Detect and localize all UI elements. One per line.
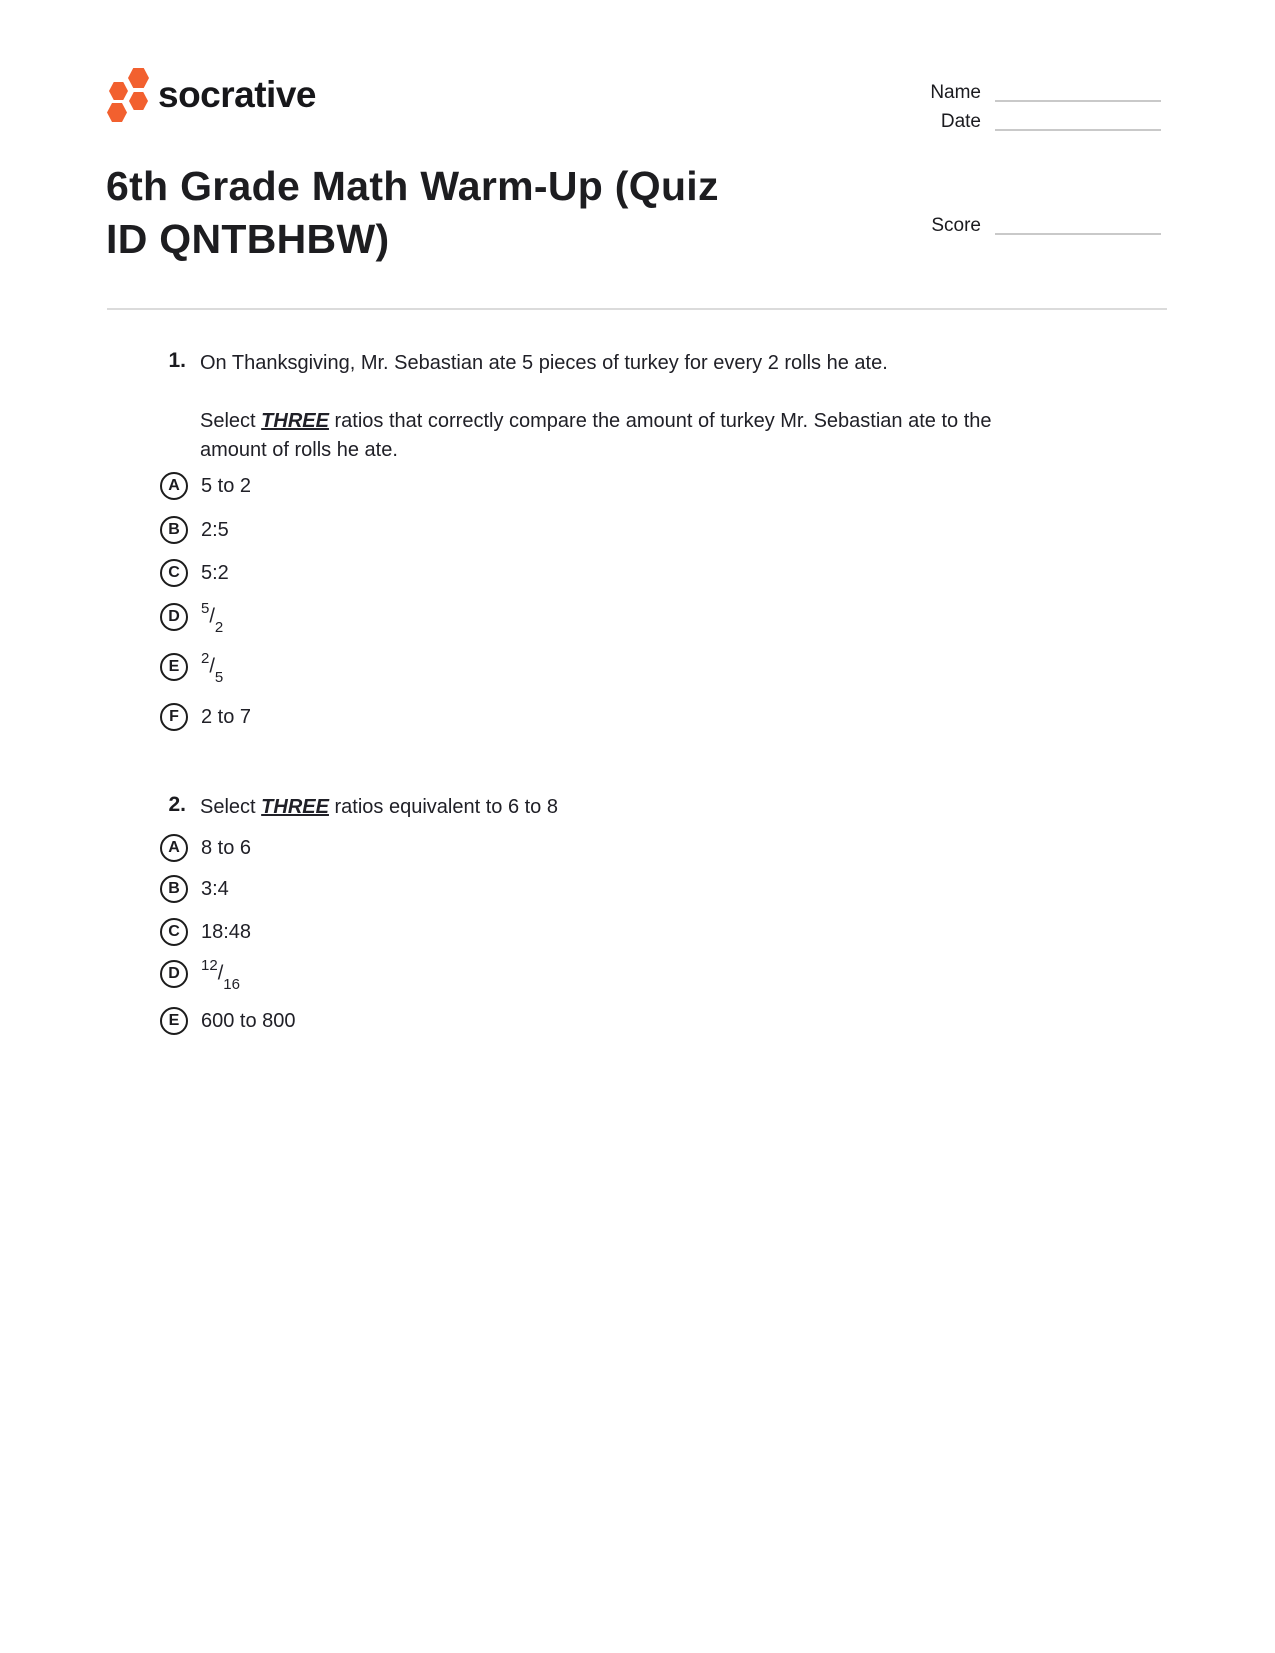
quiz-title <box>106 160 906 266</box>
fraction-numerator: 5 <box>201 600 210 617</box>
answer-bubble-d[interactable]: D <box>160 603 188 631</box>
hexagon-icon <box>129 92 148 110</box>
question-2-number: 2. <box>168 793 186 816</box>
question-2-instruction <box>200 793 1080 822</box>
question-1-prompt: On Thanksgiving, Mr. Sebastian ate 5 pieces of turkey for every 2 rolls he ate. <box>200 352 888 374</box>
score-write-line[interactable] <box>995 216 1161 235</box>
question-2-option-c[interactable] <box>160 918 251 946</box>
option-label: 600 to 800 <box>201 1009 296 1032</box>
fraction-slash: / <box>209 655 215 678</box>
answer-bubble-b[interactable]: B <box>160 875 188 903</box>
question-1-option-f[interactable] <box>160 703 251 731</box>
fraction-numerator: 12 <box>201 957 218 974</box>
option-label: 5:2 <box>201 561 229 584</box>
quiz-title-line1: 6th Grade Math Warm-Up (Quiz <box>106 163 719 209</box>
answer-bubble-a[interactable]: A <box>160 472 188 500</box>
date-field-label: Date <box>940 111 981 132</box>
answer-bubble-d[interactable]: D <box>160 960 188 988</box>
option-label: 2 to 7 <box>201 705 252 728</box>
answer-bubble-a[interactable]: A <box>160 834 188 862</box>
fraction-denominator: 2 <box>214 618 224 636</box>
answer-bubble-e[interactable]: E <box>160 1007 188 1035</box>
question-1-instruction <box>200 407 1055 465</box>
question-2-option-e[interactable] <box>160 1007 296 1035</box>
score-field-label: Score <box>931 215 981 236</box>
question-1-option-b[interactable] <box>160 516 229 544</box>
question-1-option-a[interactable] <box>160 472 251 500</box>
question-1-number: 1. <box>168 349 186 372</box>
option-label: 18:48 <box>201 920 252 943</box>
instruction-suffix: ratios that correctly compare the amount of turkey Mr. Sebastian ate to the amount of rolls he ate. <box>200 410 992 461</box>
answer-bubble-c[interactable]: C <box>160 918 188 946</box>
option-label: 8 to 6 <box>201 836 252 859</box>
option-label: 5 to 2 <box>201 474 252 497</box>
fraction-slash: / <box>217 962 224 985</box>
option-label: 2:5 <box>201 518 229 541</box>
instruction-prefix: Select <box>200 410 262 432</box>
brand-wordmark: socrative <box>158 74 316 115</box>
question-1-option-c[interactable] <box>160 559 229 587</box>
instruction-emphasis: THREE <box>261 796 329 818</box>
answer-bubble-b[interactable]: B <box>160 516 188 544</box>
question-2-option-a[interactable] <box>160 834 251 862</box>
fraction-denominator: 5 <box>214 668 224 686</box>
question-2-option-d[interactable] <box>160 957 240 993</box>
hexagon-icon <box>109 82 128 100</box>
date-write-line[interactable] <box>995 112 1161 131</box>
answer-bubble-e[interactable]: E <box>160 653 188 681</box>
instruction-suffix: ratios equivalent to 6 to 8 <box>328 796 558 818</box>
instruction-prefix: Select <box>200 796 262 818</box>
quiz-title-line2: ID QNTBHBW) <box>106 216 390 262</box>
name-write-line[interactable] <box>995 83 1161 102</box>
question-2-option-b[interactable] <box>160 875 229 903</box>
fraction-denominator: 16 <box>223 975 240 993</box>
answer-bubble-f[interactable]: F <box>160 703 188 731</box>
socrative-hexagons-icon <box>100 66 152 126</box>
name-field-label: Name <box>930 82 981 103</box>
option-label-fraction <box>201 600 224 636</box>
hexagon-icon <box>107 103 127 122</box>
hexagon-icon <box>128 68 149 88</box>
question-1-option-e[interactable] <box>160 650 224 686</box>
answer-bubble-c[interactable]: C <box>160 559 188 587</box>
option-label-fraction <box>201 650 224 686</box>
fraction-numerator: 2 <box>201 650 210 667</box>
socrative-logo <box>100 66 360 128</box>
option-label: 3:4 <box>201 877 229 900</box>
question-1-option-d[interactable] <box>160 600 224 636</box>
instruction-emphasis: THREE <box>261 410 329 432</box>
header-divider <box>107 308 1167 310</box>
option-label-fraction <box>201 957 240 993</box>
fraction-slash: / <box>209 605 215 628</box>
